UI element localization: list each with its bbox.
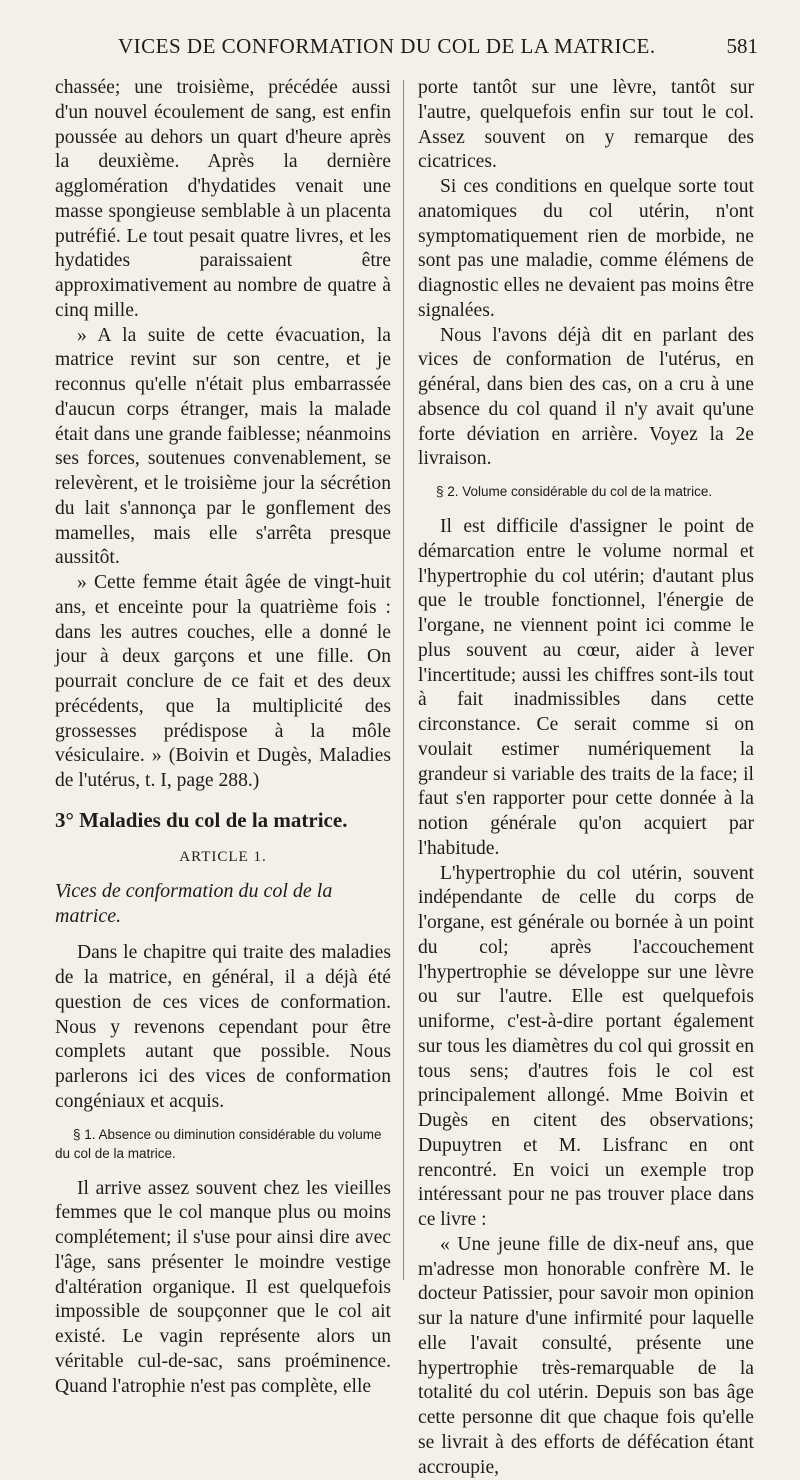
right-column bbox=[418, 76, 754, 1480]
paragraph: porte tantôt sur une lèvre, tantôt sur l'autre, quelquefois enfin sur tout le col. Assez souvent on y remarque des cicatrices. bbox=[418, 77, 754, 173]
column-divider bbox=[403, 80, 404, 1280]
running-head bbox=[0, 34, 800, 62]
paragraph: Si ces conditions en quelque sorte tout anatomiques du col utérin, n'ont symptomatiquement rien de morbide, ne sont pas une maladie, comme élémens de diagnostic elles ne devaient pas moins être signalées. bbox=[418, 176, 754, 321]
paragraph: chassée; une troisième, précédée aussi d'un nouvel écoulement de sang, est enfin poussée au dehors un quart d'heure après la deuxième. Après la dernière agglomération d'hydatides venait une masse spongieuse semblable à un placenta putréfié. Le tout pesait quatre livres, et les hydatides paraissaient être approximativement au nombre de quatre à cinq mille. bbox=[55, 77, 391, 321]
left-column bbox=[55, 76, 391, 1399]
running-title: VICES DE CONFORMATION DU COL DE LA MATRICE. bbox=[118, 34, 656, 58]
paragraph: Il arrive assez souvent chez les vieilles femmes que le col manque plus ou moins complétement; il s'use pour ainsi dire avec l'âge, sans présenter le moindre vestige d'altération organique. Il est quelquefois impossible de soupçonner que le col ait existé. Le vagin représente alors un véritable cul-de-sac, sans proéminence. Quand l'atrophie n'est pas complète, elle bbox=[55, 1177, 391, 1397]
paragraph: L'hypertrophie du col utérin, souvent indépendante de celle du corps de l'organe, est générale ou bornée à un point du col; après l'accouchement l'hypertrophie se développe sur une lèvre ou sur l'autre. Elle est quelquefois uniforme, c'est-à-dire portant également sur tous les diamètres du col qui grossit en tous sens; d'autres fois le col est principalement allongé. Mme Boivin et Dugès en citent des observations; Dupuytren et M. Lisfranc en ont rencontré. En voici un exemple trop intéressant pour ne pas trouver place dans ce livre : bbox=[418, 862, 754, 1230]
article-label: ARTICLE 1. bbox=[179, 848, 267, 865]
paragraph: « Une jeune fille de dix-neuf ans, que m'adresse mon honorable confrère M. le docteur Patissier, pour savoir mon opinion sur la nature d'une infirmité pour laquelle elle l'avait consulté, présente une hypertrophie très-remarquable de la totalité du col utérin. Depuis son bas âge cette personne dit que chaque fois qu'elle se livrait à des efforts de défécation étant accroupie, bbox=[418, 1233, 754, 1478]
section-heading: 3° Maladies du col de la matrice. bbox=[55, 807, 348, 832]
paragraph: Dans le chapitre qui traite des maladies de la matrice, en général, il a déjà été question de ces vices de conformation. Nous y revenons cependant pour être complets autant que possible. Nous parlerons ici des vices de conformation congéniaux et acquis. bbox=[55, 942, 391, 1112]
paragraph: » A la suite de cette évacuation, la matrice revint sur son centre, et je reconnus qu'elle n'était plus embarrassée d'aucun corps étranger, mais la malade était dans une grande faiblesse; néanmoins ses forces, soutenues convenablement, se relevèrent, et le troisième jour la sécrétion du lait s'annonça par le gonflement des mamelles, mais elle s'arrêta presque aussitôt. bbox=[55, 324, 391, 569]
subsection-heading: § 2. Volume considérable du col de la matrice. bbox=[436, 484, 713, 499]
paragraph: » Cette femme était âgée de vingt-huit ans, et enceinte pour la quatrième fois : dans les autres couches, elle a donné le jour à deux garçons et une fille. On pourrait conclure de ce fait et des deux précédents, que la multiplicité des grossesses prédispose à la môle vésiculaire. » (Boivin et Dugès, Maladies de l'utérus, t. I, page 288.) bbox=[55, 572, 391, 791]
paragraph: Il est difficile d'assigner le point de démarcation entre le volume normal et l'hypertrophie du col utérin; d'autant plus que le trouble fonctionnel, l'énergie de l'organe, ne viennent point ici comme le plus souvent au cœur, aider à lever l'incertitude; aussi les chiffres sont-ils tout à fait inadmissibles dans cette circonstance. Ce serait comme si on voulait estimer numériquement la grandeur si variable des traits de la face; il faut s'en rapporter pour cette donnée à la notion générale qu'on acquiert par l'habitude. bbox=[418, 516, 754, 859]
paragraph: Nous l'avons déjà dit en parlant des vices de conformation de l'utérus, en général, dans bien des cas, on a cru à une absence du col quand il n'y avait qu'une forte déviation en arrière. Voyez la 2e livraison. bbox=[418, 324, 754, 470]
article-title: Vices de conformation du col de la matrice. bbox=[55, 880, 333, 928]
subsection-heading: § 1. Absence ou diminution considérable du volume du col de la matrice. bbox=[55, 1126, 382, 1161]
page-number: 581 bbox=[726, 34, 758, 58]
